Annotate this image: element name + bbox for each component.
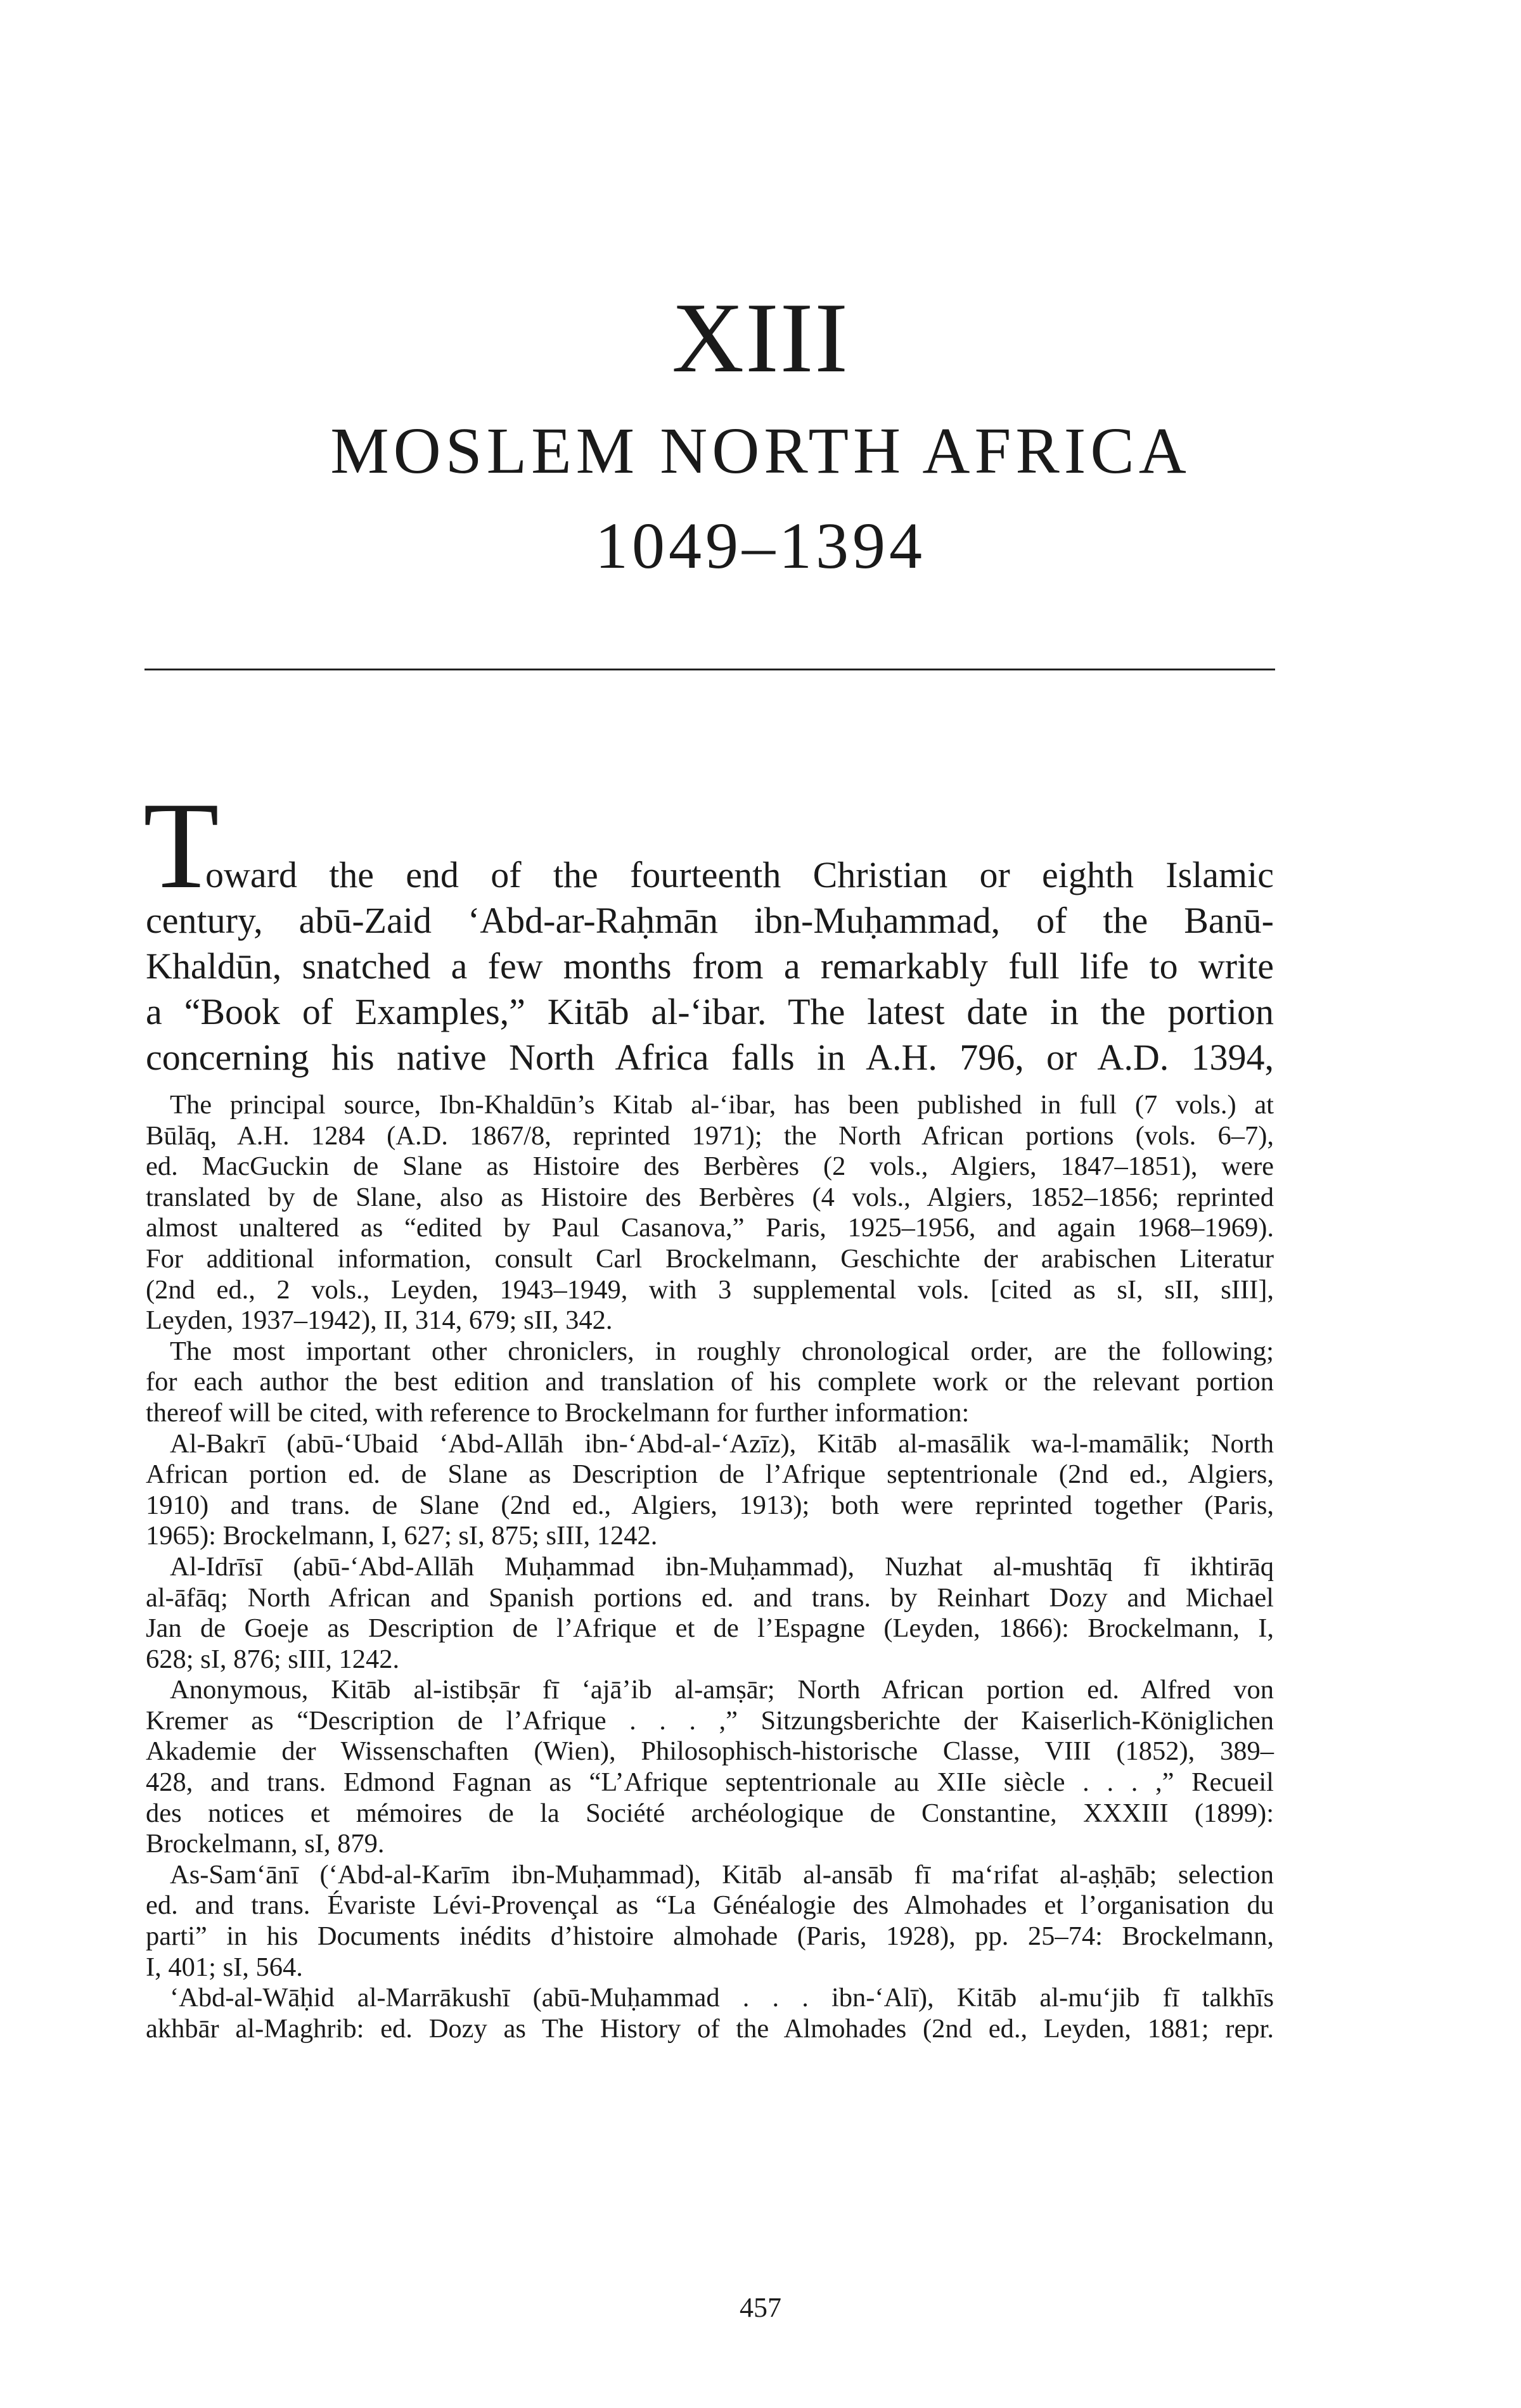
note-line: The most important other chroniclers, in roughly chronological order, are the following; [170, 1336, 1274, 1366]
note-line: translated by de Slane, also as Histoire des Berbères (4 vols., Algiers, 1852–1856; reprinted [146, 1182, 1274, 1212]
note-line: Al-Bakrī (abū-‘Ubaid ‘Abd-Allāh ibn-‘Abd-al-‘Azīz), Kitāb al-masālik wa-l-mamālik; North [170, 1428, 1274, 1459]
note-line: 628; sI, 876; sIII, 1242. [146, 1644, 400, 1674]
note-line: akhbār al-Maghrib: ed. Dozy as The History of the Almohades (2nd ed., Leyden, 1881; repr. [146, 2013, 1274, 2044]
note-line: Al-Idrīsī (abū-‘Abd-Allāh Muḥammad ibn-Muḥammad), Nuzhat al-mushtāq fī ikhtirāq [170, 1551, 1274, 1582]
body-line: a “Book of Examples,” Kitāb al-‘ibar. The latest date in the portion [146, 991, 1274, 1032]
chapter-dates: 1049–1394 [595, 509, 926, 582]
note-line: Leyden, 1937–1942), II, 314, 679; sII, 342. [146, 1305, 613, 1336]
drop-cap: T [143, 777, 219, 914]
bibliographic-note [146, 1090, 1274, 2044]
note-line: Jan de Goeje as Description de l’Afrique et de l’Espagne (Leyden, 1866): Brockelmann, I, [146, 1613, 1274, 1644]
note-line: Akademie der Wissenschaften (Wien), Philosophisch-historische Classe, VIII (1852), 389– [146, 1736, 1274, 1767]
body-line [143, 777, 1274, 914]
note-line: Kremer as “Description de l’Afrique . . . ,” Sitzungsberichte der Kaiserlich-Königlichen [146, 1705, 1274, 1736]
note-line: I, 401; sI, 564. [146, 1952, 303, 1982]
body-line: concerning his native North Africa falls in A.H. 796, or A.D. 1394, [146, 1037, 1274, 1078]
note-line: 1965): Brockelmann, I, 627; sI, 875; sIII, 1242. [146, 1521, 658, 1551]
body-line-text: oward the end of the fourteenth Christian or eighth Islamic [205, 854, 1274, 895]
note-line: ed. and trans. Évariste Lévi-Provençal as “La Généalogie des Almohades et l’organisation du [146, 1890, 1274, 1921]
note-line: African portion ed. de Slane as Description de l’Afrique septentrionale (2nd ed., Algiers, [146, 1459, 1274, 1490]
note-line: ‘Abd-al-Wāḥid al-Marrākushī (abū-Muḥammad . . . ibn-‘Alī), Kitāb al-mu‘jib fī talkhīs [170, 1983, 1274, 2013]
note-line: parti” in his Documents inédits d’histoire almohade (Paris, 1928), pp. 25–74: Brockelmann, [146, 1921, 1274, 1952]
note-line: for each author the best edition and translation of his complete work or the relevant portion [146, 1367, 1274, 1397]
note-line: al-āfāq; North African and Spanish portions ed. and trans. by Reinhart Dozy and Michael [146, 1582, 1274, 1613]
body-paragraph [143, 777, 1274, 1080]
page-number: 457 [740, 2292, 781, 2323]
note-line: 428, and trans. Edmond Fagnan as “L’Afrique septentrionale au XIIe siècle . . . ,” Recueil [146, 1767, 1274, 1798]
note-line: (2nd ed., 2 vols., Leyden, 1943–1949, with 3 supplemental vols. [cited as sI, sII, sIII], [146, 1274, 1274, 1305]
note-line: Būlāq, A.H. 1284 (A.D. 1867/8, reprinted 1971); the North African portions (vols. 6–7), [146, 1120, 1274, 1151]
note-line: Brockelmann, sI, 879. [146, 1829, 385, 1859]
note-line: 1910) and trans. de Slane (2nd ed., Algiers, 1913); both were reprinted together (Paris, [146, 1490, 1274, 1520]
chapter-title: MOSLEM NORTH AFRICA [330, 414, 1191, 487]
note-line: As-Sam‘ānī (‘Abd-al-Karīm ibn-Muḥammad), Kitāb al-ansāb fī ma‘rifat al-aṣḥāb; selection [170, 1859, 1274, 1890]
note-line: thereof will be cited, with reference to Brockelmann for further information: [146, 1397, 970, 1428]
note-line: ed. MacGuckin de Slane as Histoire des Berbères (2 vols., Algiers, 1847–1851), were [146, 1151, 1274, 1182]
body-line: Khaldūn, snatched a few months from a remarkably full life to write [146, 945, 1274, 987]
note-line: des notices et mémoires de la Société archéologique de Constantine, XXXIII (1899): [146, 1798, 1274, 1828]
body-line: century, abū-Zaid ‘Abd-ar-Raḥmān ibn-Muḥammad, of the Banū- [146, 900, 1274, 941]
title-divider [144, 669, 1275, 670]
note-line: almost unaltered as “edited by Paul Casanova,” Paris, 1925–1956, and again 1968–1969). [146, 1213, 1274, 1243]
note-line: The principal source, Ibn-Khaldūn’s Kitab al-‘ibar, has been published in full (7 vols.) at [170, 1090, 1274, 1120]
note-line: For additional information, consult Carl Brockelmann, Geschichte der arabischen Literatur [146, 1243, 1274, 1274]
chapter-number: XIII [672, 283, 849, 394]
note-line: Anonymous, Kitāb al-istibṣār fī ‘ajā’ib al-amṣār; North African portion ed. Alfred von [170, 1675, 1274, 1705]
